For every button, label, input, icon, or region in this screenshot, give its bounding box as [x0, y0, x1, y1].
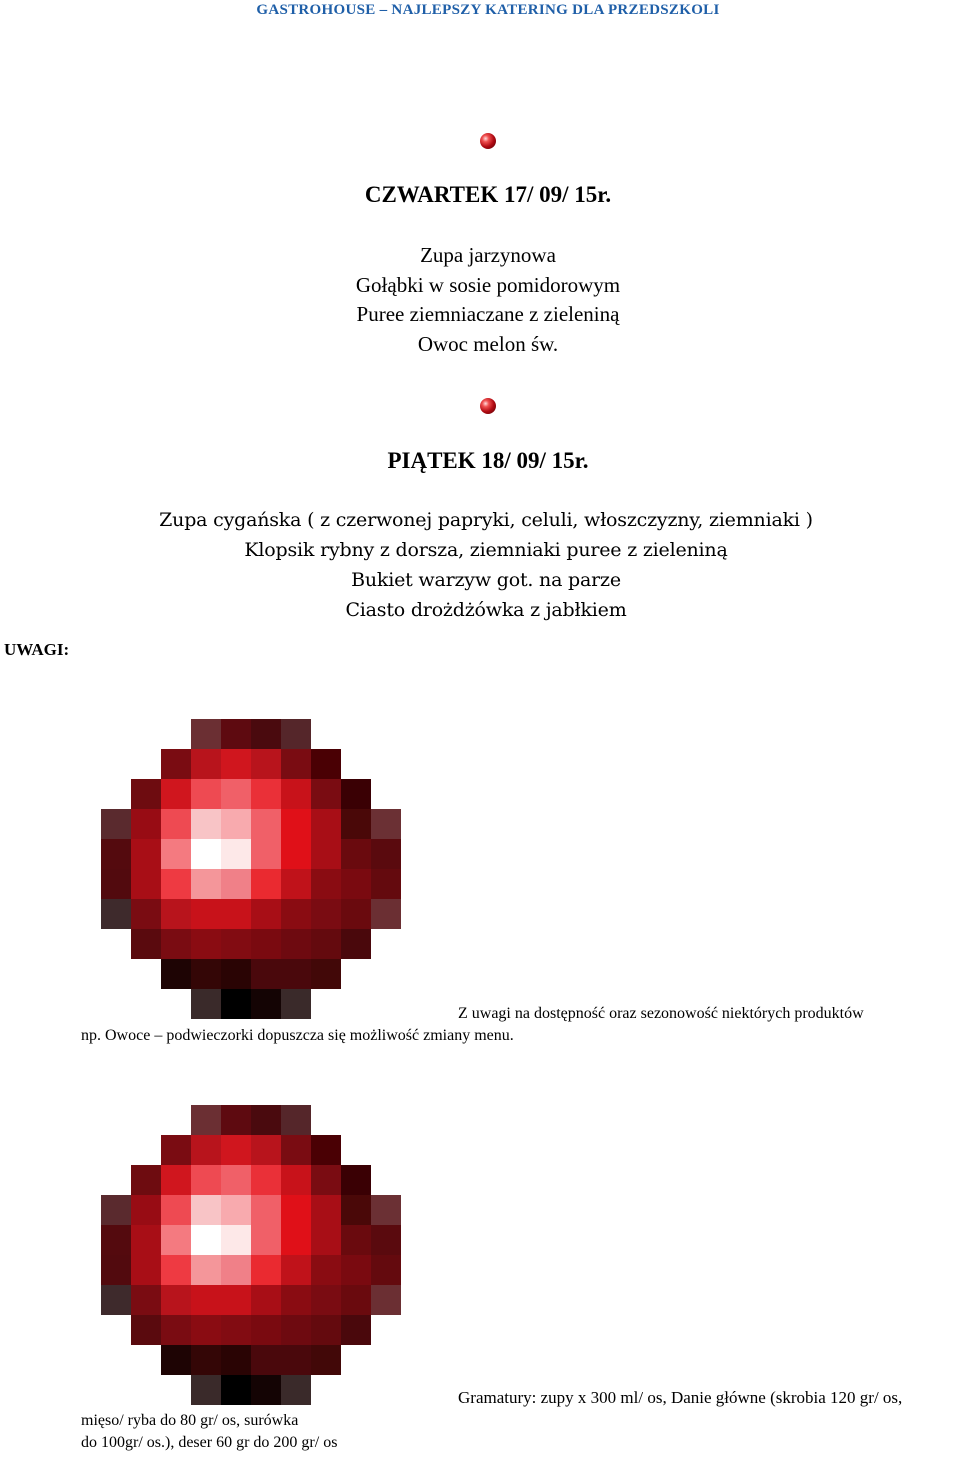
sphere-pixel: [341, 1375, 371, 1405]
note-line: Gramatury: zupy x 300 ml/ os, Danie główne (skrobia 120 gr/ os,: [458, 1388, 903, 1407]
sphere-pixel: [311, 839, 341, 869]
sphere-pixel: [101, 1345, 131, 1375]
sphere-pixel: [371, 1345, 401, 1375]
sphere-pixel: [221, 899, 251, 929]
sphere-pixel: [251, 1345, 281, 1375]
sphere-pixel: [341, 1285, 371, 1315]
sphere-pixel: [161, 1285, 191, 1315]
sphere-pixel: [161, 779, 191, 809]
sphere-pixel: [311, 809, 341, 839]
sphere-pixel: [101, 959, 131, 989]
sphere-pixel: [161, 839, 191, 869]
sphere-pixel: [341, 839, 371, 869]
sphere-pixel: [371, 839, 401, 869]
sphere-pixel: [101, 1255, 131, 1285]
sphere-pixel: [311, 1195, 341, 1225]
sphere-pixel: [131, 1375, 161, 1405]
sphere-pixel: [251, 749, 281, 779]
sphere-pixel: [281, 839, 311, 869]
sphere-pixel: [251, 839, 281, 869]
note-line: Z uwagi na dostępność oraz sezonowość niektórych produktów: [458, 1005, 864, 1022]
sphere-pixel: [131, 1315, 161, 1345]
sphere-pixel: [101, 1225, 131, 1255]
sphere-pixel: [371, 1285, 401, 1315]
sphere-pixel: [341, 779, 371, 809]
sphere-pixel: [251, 1315, 281, 1345]
note-line: mięso/ ryba do 80 gr/ os, surówka: [81, 1412, 299, 1429]
sphere-pixel: [101, 929, 131, 959]
sphere-pixel: [161, 1255, 191, 1285]
sphere-pixel: [251, 1195, 281, 1225]
sphere-pixel: [311, 869, 341, 899]
sphere-pixel: [191, 989, 221, 1019]
sphere-pixel: [281, 1255, 311, 1285]
sphere-pixel: [251, 719, 281, 749]
sphere-pixel: [221, 869, 251, 899]
sphere-pixel: [191, 1375, 221, 1405]
sphere-pixel: [311, 1255, 341, 1285]
sphere-pixel: [191, 1105, 221, 1135]
note-line: do 100gr/ os.), deser 60 gr do 200 gr/ os: [81, 1434, 338, 1451]
sphere-pixel: [371, 1315, 401, 1345]
sphere-pixel: [341, 1345, 371, 1375]
sphere-pixel: [341, 1135, 371, 1165]
sphere-pixel: [371, 749, 401, 779]
sphere-pixel: [131, 959, 161, 989]
sphere-pixel: [251, 899, 281, 929]
sphere-pixel: [101, 1165, 131, 1195]
page-header: GASTROHOUSE – NAJLEPSZY KATERING DLA PRZEDSZKOLI: [256, 2, 720, 18]
sphere-pixel: [131, 719, 161, 749]
sphere-pixel: [131, 1165, 161, 1195]
sphere-pixel: [251, 869, 281, 899]
sphere-pixel: [221, 719, 251, 749]
sphere-pixel: [161, 1345, 191, 1375]
sphere-pixel: [221, 1165, 251, 1195]
sphere-pixel: [131, 749, 161, 779]
sphere-pixel: [281, 899, 311, 929]
sphere-pixel: [251, 1285, 281, 1315]
sphere-pixel: [131, 1225, 161, 1255]
friday-title: PIĄTEK 18/ 09/ 15r.: [387, 448, 589, 473]
thursday-title: CZWARTEK 17/ 09/ 15r.: [364, 182, 612, 207]
sphere-pixel: [221, 1285, 251, 1315]
sphere-pixel: [371, 719, 401, 749]
sphere-pixel: [341, 719, 371, 749]
sphere-pixel: [221, 1135, 251, 1165]
sphere-pixel: [131, 1195, 161, 1225]
red-sphere-bullet-icon: [480, 133, 496, 149]
sphere-pixel: [161, 959, 191, 989]
red-sphere-bullet-icon: [101, 719, 401, 1019]
sphere-pixel: [221, 839, 251, 869]
sphere-pixel: [191, 1225, 221, 1255]
sphere-pixel: [101, 899, 131, 929]
sphere-pixel: [341, 1165, 371, 1195]
sphere-pixel: [131, 869, 161, 899]
sphere-pixel: [341, 1195, 371, 1225]
sphere-pixel: [161, 989, 191, 1019]
sphere-pixel: [281, 1375, 311, 1405]
sphere-pixel: [161, 1315, 191, 1345]
sphere-pixel: [281, 1165, 311, 1195]
sphere-pixel: [281, 869, 311, 899]
sphere-pixel: [101, 1195, 131, 1225]
sphere-pixel: [281, 1225, 311, 1255]
sphere-pixel: [341, 749, 371, 779]
sphere-pixel: [281, 719, 311, 749]
red-sphere-bullet-icon: [480, 398, 496, 414]
sphere-pixel: [131, 1345, 161, 1375]
sphere-pixel: [161, 1195, 191, 1225]
sphere-pixel: [311, 1315, 341, 1345]
sphere-pixel: [101, 1285, 131, 1315]
sphere-pixel: [311, 1105, 341, 1135]
sphere-pixel: [371, 809, 401, 839]
sphere-pixel: [311, 1285, 341, 1315]
sphere-pixel: [371, 1195, 401, 1225]
sphere-pixel: [161, 809, 191, 839]
sphere-pixel: [101, 1375, 131, 1405]
sphere-pixel: [191, 959, 221, 989]
sphere-pixel: [161, 1375, 191, 1405]
sphere-pixel: [341, 899, 371, 929]
sphere-pixel: [101, 1315, 131, 1345]
sphere-pixel: [311, 899, 341, 929]
sphere-pixel: [281, 1285, 311, 1315]
sphere-pixel: [251, 959, 281, 989]
sphere-pixel: [251, 1255, 281, 1285]
sphere-pixel: [341, 1315, 371, 1345]
sphere-pixel: [371, 1165, 401, 1195]
sphere-pixel: [221, 1375, 251, 1405]
sphere-pixel: [161, 749, 191, 779]
sphere-pixel: [251, 1375, 281, 1405]
sphere-pixel: [101, 989, 131, 1019]
menu-item: Zupa jarzynowa: [420, 243, 556, 267]
sphere-pixel: [251, 989, 281, 1019]
sphere-pixel: [311, 1165, 341, 1195]
menu-item: Ciasto drożdżówka z jabłkiem: [345, 599, 627, 621]
sphere-pixel: [131, 1285, 161, 1315]
sphere-pixel: [191, 929, 221, 959]
sphere-pixel: [311, 1225, 341, 1255]
sphere-pixel: [161, 899, 191, 929]
sphere-pixel: [161, 869, 191, 899]
sphere-pixel: [341, 1105, 371, 1135]
sphere-pixel: [131, 1135, 161, 1165]
sphere-pixel: [221, 989, 251, 1019]
sphere-pixel: [131, 989, 161, 1019]
sphere-pixel: [371, 959, 401, 989]
sphere-pixel: [341, 1255, 371, 1285]
sphere-pixel: [371, 1255, 401, 1285]
note-line: np. Owoce – podwieczorki dopuszcza się możliwość zmiany menu.: [81, 1027, 514, 1044]
sphere-pixel: [161, 1225, 191, 1255]
sphere-pixel: [191, 749, 221, 779]
sphere-pixel: [191, 1135, 221, 1165]
sphere-pixel: [161, 1165, 191, 1195]
sphere-pixel: [311, 929, 341, 959]
sphere-pixel: [221, 959, 251, 989]
sphere-pixel: [221, 749, 251, 779]
sphere-pixel: [341, 1225, 371, 1255]
sphere-pixel: [221, 1255, 251, 1285]
sphere-pixel: [161, 719, 191, 749]
sphere-pixel: [131, 809, 161, 839]
red-sphere-bullet-icon: [101, 1105, 401, 1405]
sphere-pixel: [221, 1105, 251, 1135]
sphere-pixel: [131, 1105, 161, 1135]
menu-item: Zupa cygańska ( z czerwonej papryki, celuli, włoszczyzny, ziemniaki ): [159, 509, 813, 531]
sphere-pixel: [191, 809, 221, 839]
sphere-pixel: [311, 749, 341, 779]
menu-item: Gołąbki w sosie pomidorowym: [355, 272, 621, 297]
sphere-pixel: [101, 1105, 131, 1135]
sphere-pixel: [311, 1345, 341, 1375]
sphere-pixel: [221, 1315, 251, 1345]
sphere-pixel: [191, 1315, 221, 1345]
sphere-pixel: [131, 779, 161, 809]
sphere-pixel: [221, 809, 251, 839]
sphere-pixel: [371, 869, 401, 899]
sphere-pixel: [221, 1225, 251, 1255]
sphere-pixel: [101, 719, 131, 749]
sphere-pixel: [101, 809, 131, 839]
thursday-menu: [0, 241, 960, 359]
sphere-pixel: [341, 959, 371, 989]
sphere-pixel: [191, 1195, 221, 1225]
sphere-pixel: [281, 989, 311, 1019]
sphere-pixel: [191, 1285, 221, 1315]
sphere-pixel: [311, 779, 341, 809]
sphere-pixel: [221, 929, 251, 959]
sphere-pixel: [281, 779, 311, 809]
sphere-pixel: [281, 1345, 311, 1375]
sphere-pixel: [251, 1105, 281, 1135]
sphere-pixel: [341, 989, 371, 1019]
sphere-pixel: [311, 1135, 341, 1165]
menu-item: Owoc melon św.: [417, 331, 559, 356]
sphere-pixel: [371, 899, 401, 929]
menu-item: Klopsik rybny z dorsza, ziemniaki puree z zieleniną: [244, 539, 728, 561]
sphere-pixel: [251, 1135, 281, 1165]
sphere-pixel: [101, 779, 131, 809]
sphere-pixel: [281, 1315, 311, 1345]
sphere-pixel: [371, 929, 401, 959]
sphere-pixel: [311, 989, 341, 1019]
sphere-pixel: [281, 1105, 311, 1135]
sphere-pixel: [341, 929, 371, 959]
sphere-pixel: [311, 959, 341, 989]
sphere-pixel: [191, 1345, 221, 1375]
sphere-pixel: [131, 929, 161, 959]
sphere-pixel: [101, 1135, 131, 1165]
sphere-pixel: [161, 1135, 191, 1165]
sphere-pixel: [371, 1375, 401, 1405]
sphere-pixel: [251, 1165, 281, 1195]
sphere-pixel: [191, 719, 221, 749]
menu-item: Bukiet warzyw got. na parze: [351, 569, 621, 591]
sphere-pixel: [281, 809, 311, 839]
sphere-pixel: [281, 1135, 311, 1165]
sphere-pixel: [371, 1135, 401, 1165]
sphere-pixel: [371, 989, 401, 1019]
sphere-pixel: [311, 719, 341, 749]
sphere-pixel: [251, 929, 281, 959]
sphere-pixel: [191, 869, 221, 899]
notes-label: UWAGI:: [4, 640, 70, 659]
sphere-pixel: [221, 1195, 251, 1225]
sphere-pixel: [281, 959, 311, 989]
menu-item: Puree ziemniaczane z zieleniną: [356, 302, 620, 326]
sphere-pixel: [191, 779, 221, 809]
sphere-pixel: [161, 1105, 191, 1135]
sphere-pixel: [371, 779, 401, 809]
friday-menu: [0, 505, 960, 625]
sphere-pixel: [191, 1165, 221, 1195]
sphere-pixel: [221, 779, 251, 809]
sphere-pixel: [251, 779, 281, 809]
sphere-pixel: [161, 929, 191, 959]
sphere-pixel: [101, 749, 131, 779]
sphere-pixel: [341, 869, 371, 899]
sphere-pixel: [191, 839, 221, 869]
sphere-pixel: [281, 1195, 311, 1225]
sphere-pixel: [251, 809, 281, 839]
sphere-pixel: [311, 1375, 341, 1405]
sphere-pixel: [371, 1225, 401, 1255]
sphere-pixel: [281, 929, 311, 959]
sphere-pixel: [101, 839, 131, 869]
sphere-pixel: [191, 1255, 221, 1285]
sphere-pixel: [281, 749, 311, 779]
sphere-pixel: [371, 1105, 401, 1135]
sphere-pixel: [131, 839, 161, 869]
sphere-pixel: [191, 899, 221, 929]
sphere-pixel: [251, 1225, 281, 1255]
sphere-pixel: [341, 809, 371, 839]
sphere-pixel: [221, 1345, 251, 1375]
sphere-pixel: [131, 899, 161, 929]
sphere-pixel: [101, 869, 131, 899]
sphere-pixel: [131, 1255, 161, 1285]
